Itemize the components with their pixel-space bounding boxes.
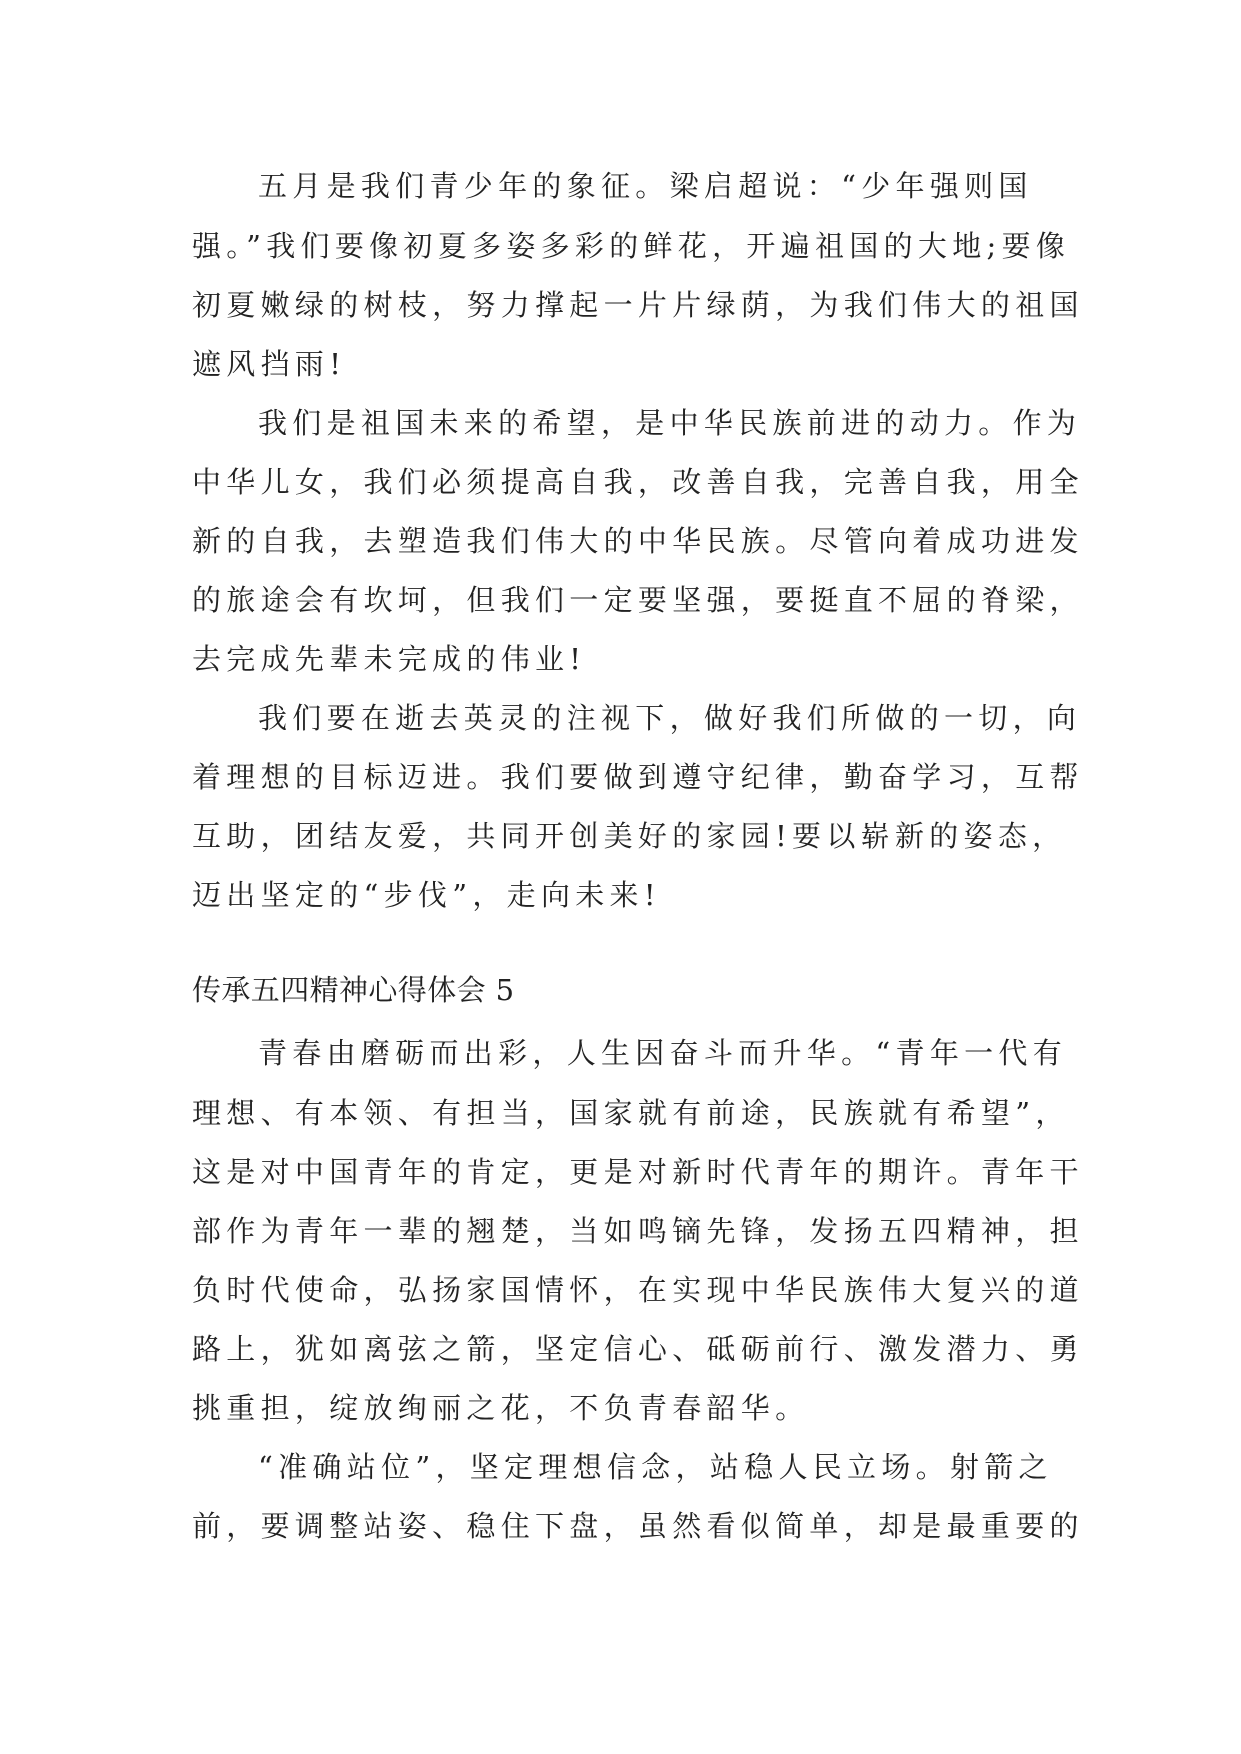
paragraph-line: “准确站位”，坚定理想信念，站稳人民立场。射箭之: [258, 1450, 1053, 1484]
paragraph-line: 迈出坚定的“步伐”，走向未来!: [192, 878, 661, 912]
paragraph-line: 我们是祖国未来的希望，是中华民族前进的动力。作为: [258, 406, 1082, 440]
section-heading: 传承五四精神心得体会 5: [192, 973, 515, 1007]
paragraph-line: 理想、有本领、有担当，国家就有前途，民族就有希望”，: [192, 1096, 1070, 1130]
paragraph-line: 的旅途会有坎坷，但我们一定要坚强，要挺直不屈的脊梁，: [192, 583, 1084, 617]
paragraph-line: 强。”我们要像初夏多姿多彩的鲜花，开遍祖国的大地;要像: [192, 229, 1071, 263]
paragraph-line: 前，要调整站姿、稳住下盘，虽然看似简单，却是最重要的: [192, 1509, 1084, 1543]
paragraph-line: 新的自我，去塑造我们伟大的中华民族。尽管向着成功进发: [192, 524, 1084, 558]
paragraph-line: 路上，犹如离弦之箭，坚定信心、砥砺前行、激发潜力、勇: [192, 1332, 1084, 1366]
paragraph-line: 部作为青年一辈的翘楚，当如鸣镝先锋，发扬五四精神，担: [192, 1214, 1084, 1248]
paragraph-line: 着理想的目标迈进。我们要做到遵守纪律，勤奋学习，互帮: [192, 760, 1084, 794]
paragraph-line: 五月是我们青少年的象征。梁启超说：“少年强则国: [258, 169, 1033, 203]
paragraph-line: 去完成先辈未完成的伟业!: [192, 642, 587, 676]
paragraph-line: 遮风挡雨!: [192, 347, 347, 381]
paragraph-line: 中华儿女，我们必须提高自我，改善自我，完善自我，用全: [192, 465, 1084, 499]
paragraph-line: 这是对中国青年的肯定，更是对新时代青年的期许。青年干: [192, 1155, 1084, 1189]
paragraph-line: 我们要在逝去英灵的注视下，做好我们所做的一切，向: [258, 701, 1082, 735]
paragraph-line: 挑重担，绽放绚丽之花，不负青春韶华。: [192, 1391, 810, 1425]
paragraph-line: 初夏嫩绿的树枝，努力撑起一片片绿荫，为我们伟大的祖国: [192, 288, 1084, 322]
paragraph-line: 互助，团结友爱，共同开创美好的家园!要以崭新的姿态，: [192, 819, 1067, 853]
paragraph-line: 青春由磨砺而出彩，人生因奋斗而升华。“青年一代有: [258, 1036, 1068, 1070]
paragraph-line: 负时代使命，弘扬家国情怀，在实现中华民族伟大复兴的道: [192, 1273, 1084, 1307]
